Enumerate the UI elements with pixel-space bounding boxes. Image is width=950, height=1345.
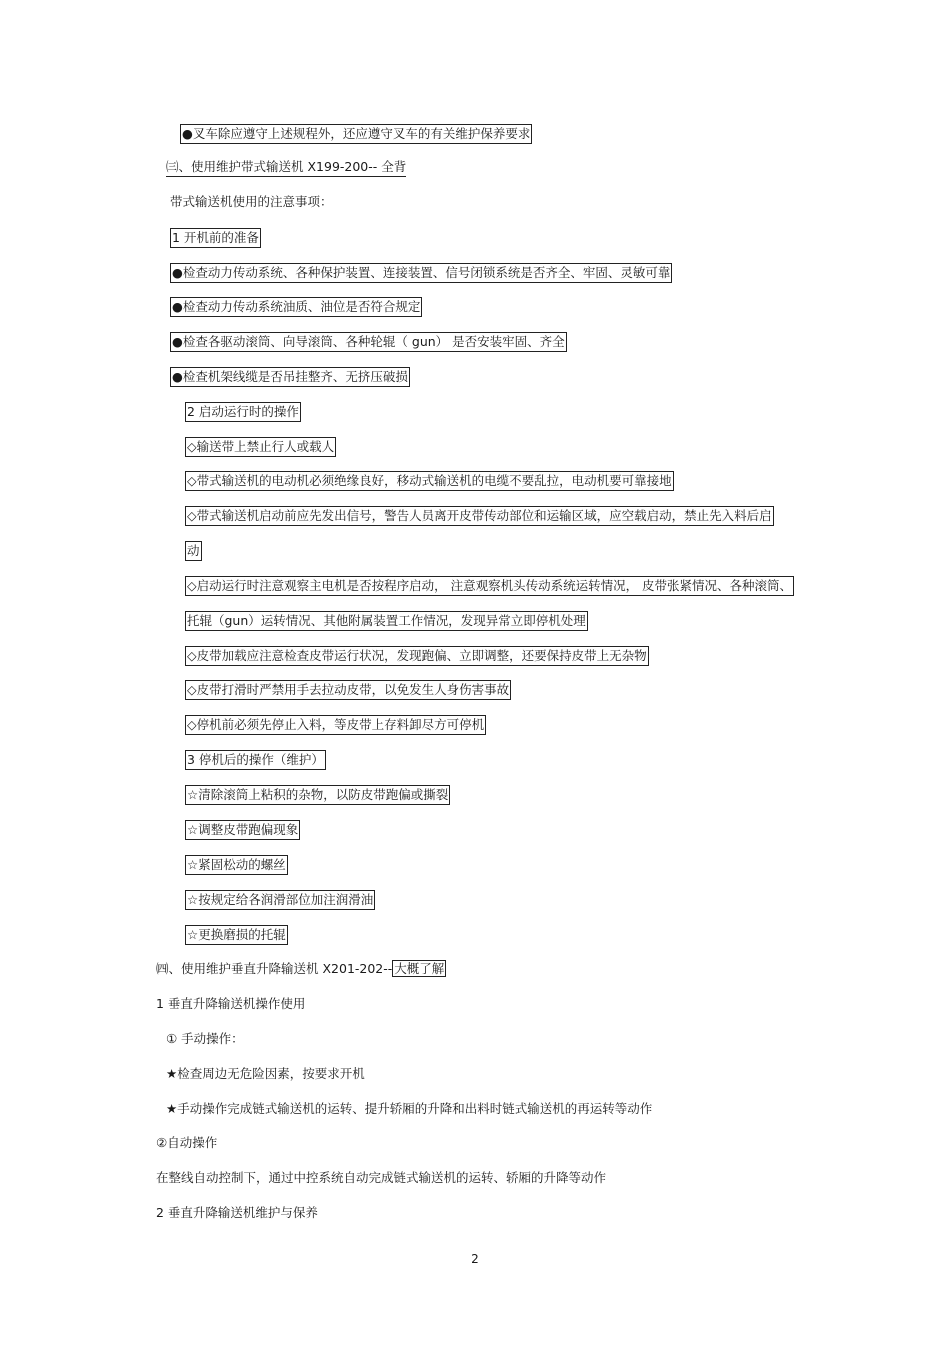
section-heading-text: ㈣、使用维护垂直升降输送机 X201-202--	[156, 961, 393, 976]
rule-motor-insulation: ◇带式输送机的电动机必须绝缘良好，移动式输送机的电缆不要乱拉，电动机要可靠接地	[185, 471, 674, 491]
section-heading-note: 大概了解	[394, 961, 445, 976]
maintenance-replace-rollers: ☆更换磨损的托辊	[185, 925, 288, 945]
maintenance-adjust-belt: ☆调整皮带跑偏现象	[185, 820, 300, 840]
rule-observe-startup: ◇启动运行时注意观察主电机是否按程序启动， 注意观察机头传动系统运转情况， 皮带张紧情况、各种滚筒、	[185, 576, 794, 596]
page-number: 2	[471, 1252, 479, 1266]
auto-operation-description: 在整线自动控制下，通过中控系统自动完成链式输送机的运转、轿厢的升降等动作	[156, 1170, 607, 1185]
rule-start-signal-continued: 动	[185, 541, 202, 561]
maintenance-lubricate: ☆按规定给各润滑部位加注润滑油	[185, 890, 375, 910]
check-item-transmission-system: ●检查动力传动系统、各种保护装置、连接装置、信号闭锁系统是否齐全、牢固、灵敏可靠	[170, 263, 672, 283]
rule-check-belt-load: ◇皮带加载应注意检查皮带运行状况，发现跑偏、立即调整，还要保持皮带上无杂物	[185, 646, 649, 666]
maintenance-clean-drums: ☆清除滚筒上粘积的杂物，以防皮带跑偏或撕裂	[185, 785, 450, 805]
section-heading-vertical-conveyor	[156, 960, 446, 978]
section-heading-belt-conveyor: ㈢、使用维护带式输送机 X199-200-- 全背	[166, 158, 406, 177]
check-item-oil-quality: ●检查动力传动系统油质、油位是否符合规定	[170, 297, 422, 317]
rule-belt-slipping: ◇皮带打滑时严禁用手去拉动皮带，以免发生人身伤害事故	[185, 680, 511, 700]
manual-step-check: ★检查周边无危险因素，按要求开机	[166, 1066, 365, 1081]
manual-step-operate: ★手动操作完成链式输送机的运转、提升轿厢的升降和出料时链式输送机的再运转等动作	[166, 1101, 653, 1116]
subheading-pre-start: 1 开机前的准备	[170, 228, 261, 248]
subheading-startup-operation: 2 启动运行时的操作	[185, 402, 301, 422]
rule-no-riding: ◇输送带上禁止行人或载人	[185, 437, 336, 457]
belt-conveyor-notes-heading: 带式输送机使用的注意事项：	[170, 194, 333, 209]
subheading-after-stop: 3 停机后的操作（维护）	[185, 750, 326, 770]
maintenance-tighten-screws: ☆紧固松动的螺丝	[185, 855, 288, 875]
check-item-drums-rollers: ●检查各驱动滚筒、向导滚筒、各种轮辊（ gun） 是否安装牢固、齐全	[170, 332, 567, 352]
subheading-vertical-operation: 1 垂直升降输送机操作使用	[156, 996, 306, 1011]
manual-operation-heading: ① 手动操作：	[166, 1031, 244, 1046]
check-item-cables: ●检查机架线缆是否吊挂整齐、无挤压破损	[170, 367, 410, 387]
bullet-forklift-maintenance: ●叉车除应遵守上述规程外，还应遵守叉车的有关维护保养要求	[180, 124, 532, 144]
auto-operation-heading: ②自动操作	[156, 1135, 218, 1150]
subheading-vertical-maintenance: 2 垂直升降输送机维护与保养	[156, 1205, 318, 1220]
rule-stop-feeding: ◇停机前必须先停止入料，等皮带上存料卸尽方可停机	[185, 715, 486, 735]
rule-observe-startup-continued: 托辊（gun）运转情况、其他附属装置工作情况，发现异常立即停机处理	[185, 611, 588, 631]
rule-start-signal: ◇带式输送机启动前应先发出信号，警告人员离开皮带传动部位和运输区域，应空载启动，禁止先入料后启	[185, 506, 774, 526]
